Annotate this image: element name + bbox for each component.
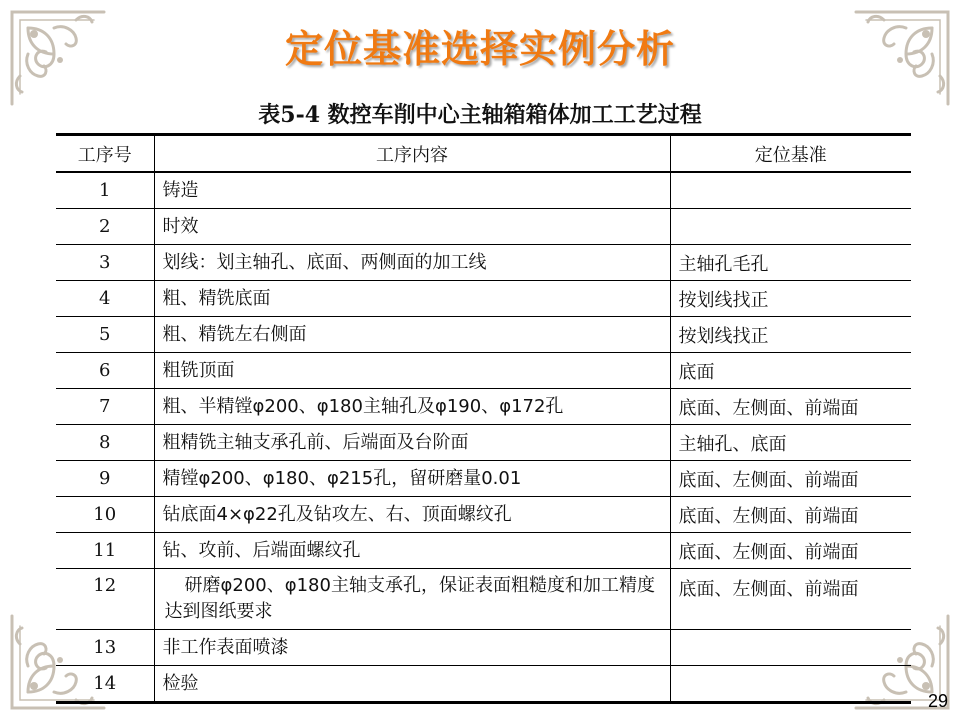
locating-datum-cell: 底面、左侧面、前端面 <box>670 389 911 425</box>
table-row <box>56 630 911 666</box>
table-row <box>56 533 911 569</box>
step-no-cell: 14 <box>56 666 154 703</box>
table-row <box>56 389 911 425</box>
step-content-cell: 研磨φ200、φ180主轴支承孔，保证表面粗糙度和加工精度达到图纸要求 <box>154 569 670 630</box>
process-table <box>56 133 911 704</box>
locating-datum-cell: 底面、左侧面、前端面 <box>670 533 911 569</box>
step-content-cell: 时效 <box>154 209 670 245</box>
step-no-cell: 3 <box>56 245 154 281</box>
step-no-cell: 8 <box>56 425 154 461</box>
step-content-cell: 粗、精铣左右侧面 <box>154 317 670 353</box>
step-no-cell: 5 <box>56 317 154 353</box>
step-no-cell: 2 <box>56 209 154 245</box>
table-row <box>56 497 911 533</box>
locating-datum-cell <box>670 630 911 666</box>
table-row <box>56 461 911 497</box>
table-row <box>56 281 911 317</box>
table-row <box>56 666 911 703</box>
table-caption: 表5-4 数控车削中心主轴箱箱体加工工艺过程 <box>258 102 702 128</box>
locating-datum-cell: 主轴孔、底面 <box>670 425 911 461</box>
table-header-row <box>56 135 911 173</box>
step-no-cell: 12 <box>56 569 154 630</box>
header-locating-datum: 定位基准 <box>670 135 911 173</box>
locating-datum-cell: 底面 <box>670 353 911 389</box>
step-no-cell: 10 <box>56 497 154 533</box>
step-content-cell: 非工作表面喷漆 <box>154 630 670 666</box>
step-content-cell: 粗铣顶面 <box>154 353 670 389</box>
slide-title: 定位基准选择实例分析 <box>284 27 675 71</box>
table-row <box>56 569 911 630</box>
table-row <box>56 209 911 245</box>
step-content-cell: 检验 <box>154 666 670 703</box>
table-row <box>56 353 911 389</box>
locating-datum-cell <box>670 209 911 245</box>
table-row <box>56 425 911 461</box>
locating-datum-cell: 底面、左侧面、前端面 <box>670 461 911 497</box>
locating-datum-cell: 底面、左侧面、前端面 <box>670 497 911 533</box>
locating-datum-cell <box>670 172 911 209</box>
step-content-cell: 钻底面4×φ22孔及钻攻左、右、顶面螺纹孔 <box>154 497 670 533</box>
table-row <box>56 245 911 281</box>
locating-datum-cell: 按划线找正 <box>670 281 911 317</box>
header-step-no: 工序号 <box>56 135 154 173</box>
step-content-cell: 钻、攻前、后端面螺纹孔 <box>154 533 670 569</box>
table-row <box>56 317 911 353</box>
step-content-cell: 粗、精铣底面 <box>154 281 670 317</box>
table-row <box>56 172 911 209</box>
step-content-cell: 粗精铣主轴支承孔前、后端面及台阶面 <box>154 425 670 461</box>
step-no-cell: 13 <box>56 630 154 666</box>
step-no-cell: 6 <box>56 353 154 389</box>
step-no-cell: 4 <box>56 281 154 317</box>
step-no-cell: 11 <box>56 533 154 569</box>
step-no-cell: 7 <box>56 389 154 425</box>
locating-datum-cell <box>670 666 911 703</box>
step-content-cell: 粗、半精镗φ200、φ180主轴孔及φ190、φ172孔 <box>154 389 670 425</box>
header-step-content: 工序内容 <box>154 135 670 173</box>
locating-datum-cell: 底面、左侧面、前端面 <box>670 569 911 630</box>
locating-datum-cell: 按划线找正 <box>670 317 911 353</box>
page-number: 29 <box>927 691 948 711</box>
step-no-cell: 1 <box>56 172 154 209</box>
locating-datum-cell: 主轴孔毛孔 <box>670 245 911 281</box>
step-content-cell: 精镗φ200、φ180、φ215孔，留研磨量0.01 <box>154 461 670 497</box>
step-content-cell: 划线：划主轴孔、底面、两侧面的加工线 <box>154 245 670 281</box>
step-no-cell: 9 <box>56 461 154 497</box>
step-content-cell: 铸造 <box>154 172 670 209</box>
